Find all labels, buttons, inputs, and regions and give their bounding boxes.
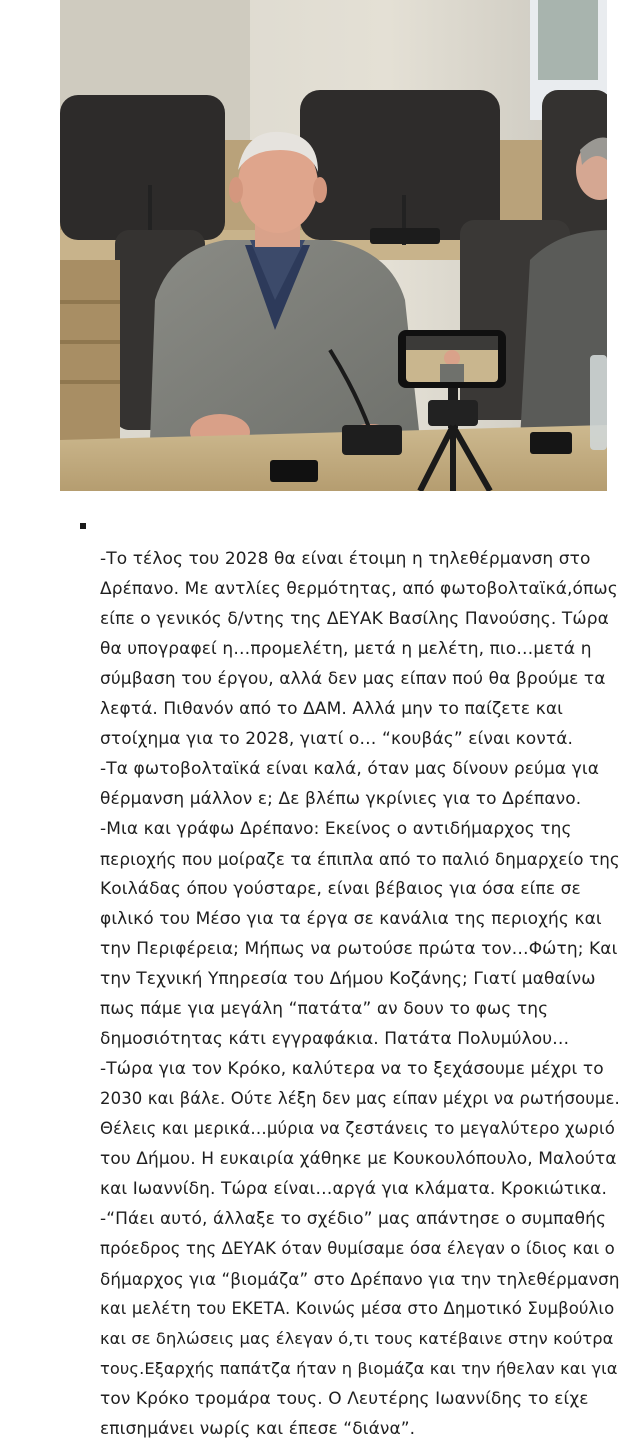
text-line: και σε δηλώσεις μας έλεγαν ό,τι τους κατέβαινε στην κούτρα — [100, 1329, 614, 1348]
text-line: τους.Εξαρχής παπάτζα ήταν η βιομάζα και την ήθελαν και για — [100, 1359, 618, 1378]
text-line: και μελέτη του ΕΚΕΤΑ. Κοινώς μέσα στο Δημοτικό Συμβούλιο — [100, 1299, 615, 1318]
text-line: είπε ο γενικός δ/ντης της ΔΕΥΑΚ Βασίλης Πανούσης. Τώρα — [100, 609, 609, 629]
text-line: στοίχημα για το 2028, γιατί ο… “κουβάς” είναι κοντά. — [100, 729, 573, 749]
text-line: φιλικό του Μέσο για τα έργα σε κανάλια της περιοχής και — [100, 909, 602, 929]
text-line: Θέλεις και μερικά…μύρια να ζεστάνεις το μεγαλύτερο χωριό — [100, 1119, 615, 1138]
text-line: Κοιλάδας όπου γούσταρε, είναι βέβαιος για όσα είπε σε — [100, 879, 581, 899]
text-line: 2030 και βάλε. Ούτε λέξη δεν μας είπαν μέχρι να ρωτήσουμε. — [100, 1089, 620, 1108]
text-line: δημοσιότητας κάτι εγγραφάκια. Πατάτα Πολυμύλου… — [100, 1029, 570, 1049]
text-line: -“Πάει αυτό, άλλαξε το σχέδιο” μας απάντησε ο συμπαθής — [100, 1209, 607, 1229]
article-paragraph — [100, 754, 620, 814]
text-line: -Τώρα για τον Κρόκο, καλύτερα να το ξεχάσουμε μέχρι το — [100, 1059, 604, 1079]
text-line: δήμαρχος για “βιομάζα” στο Δρέπανο για την τηλεθέρμανση — [100, 1269, 620, 1289]
article-paragraph — [100, 814, 620, 1054]
article-paragraph — [100, 1204, 620, 1444]
text-line: την Τεχνική Υπηρεσία του Δήμου Κοζάνης; Γιατί μαθαίνω — [100, 969, 596, 989]
text-line: τον Κρόκο τρομάρα τους. Ο Λευτέρης Ιωαννίδης το είχε — [100, 1389, 589, 1409]
text-line: πρόεδρος της ΔΕΥΑΚ όταν θυμίσαμε όσα έλεγαν ο ίδιος και ο — [100, 1239, 615, 1258]
text-line: επισημάνει νωρίς και έπεσε “διάνα”. — [100, 1419, 416, 1439]
bullet-marker — [80, 523, 86, 529]
article-paragraph — [100, 544, 620, 754]
text-line: και Ιωαννίδη. Τώρα είναι…αργά για κλάματα. Κροκιώτικα. — [100, 1179, 607, 1199]
text-line: λεφτά. Πιθανόν από το ΔΑΜ. Αλλά μην το παίζετε και — [100, 699, 563, 719]
text-line: του Δήμου. Η ευκαιρία χάθηκε με Κουκουλόπουλο, Μαλούτα — [100, 1149, 617, 1169]
text-line: -Το τέλος του 2028 θα είναι έτοιμη η τηλεθέρμανση στο — [100, 549, 591, 569]
text-line: θέρμανση μάλλον ε; Δε βλέπω γκρίνιες για το Δρέπανο. — [100, 789, 582, 809]
text-line: -Μια και γράφω Δρέπανο: Εκείνος ο αντιδήμαρχος της — [100, 819, 572, 839]
text-line: -Τα φωτοβολταϊκά είναι καλά, όταν μας δίνουν ρεύμα για — [100, 759, 600, 779]
text-line: θα υπογραφεί η…προμελέτη, μετά η μελέτη, πιο…μετά η — [100, 639, 592, 659]
article-photo — [60, 0, 607, 491]
text-line: πως πάμε για μεγάλη “πατάτα” αν δουν το φως της — [100, 999, 549, 1019]
text-line: σύμβαση του έργου, αλλά δεν μας είπαν πού θα βρούμε τα — [100, 669, 606, 689]
text-line: περιοχής που μοίραζε τα έπιπλα από το παλιό δημαρχείο της — [100, 849, 620, 869]
article-body — [100, 544, 620, 1444]
council-meeting-photo-icon — [60, 0, 607, 491]
text-line: την Περιφέρεια; Μήπως να ρωτούσε πρώτα τον…Φώτη; Και — [100, 939, 618, 959]
article-paragraph — [100, 1054, 620, 1204]
text-line: Δρέπανο. Με αντλίες θερμότητας, από φωτοβολταϊκά,όπως — [100, 579, 618, 599]
